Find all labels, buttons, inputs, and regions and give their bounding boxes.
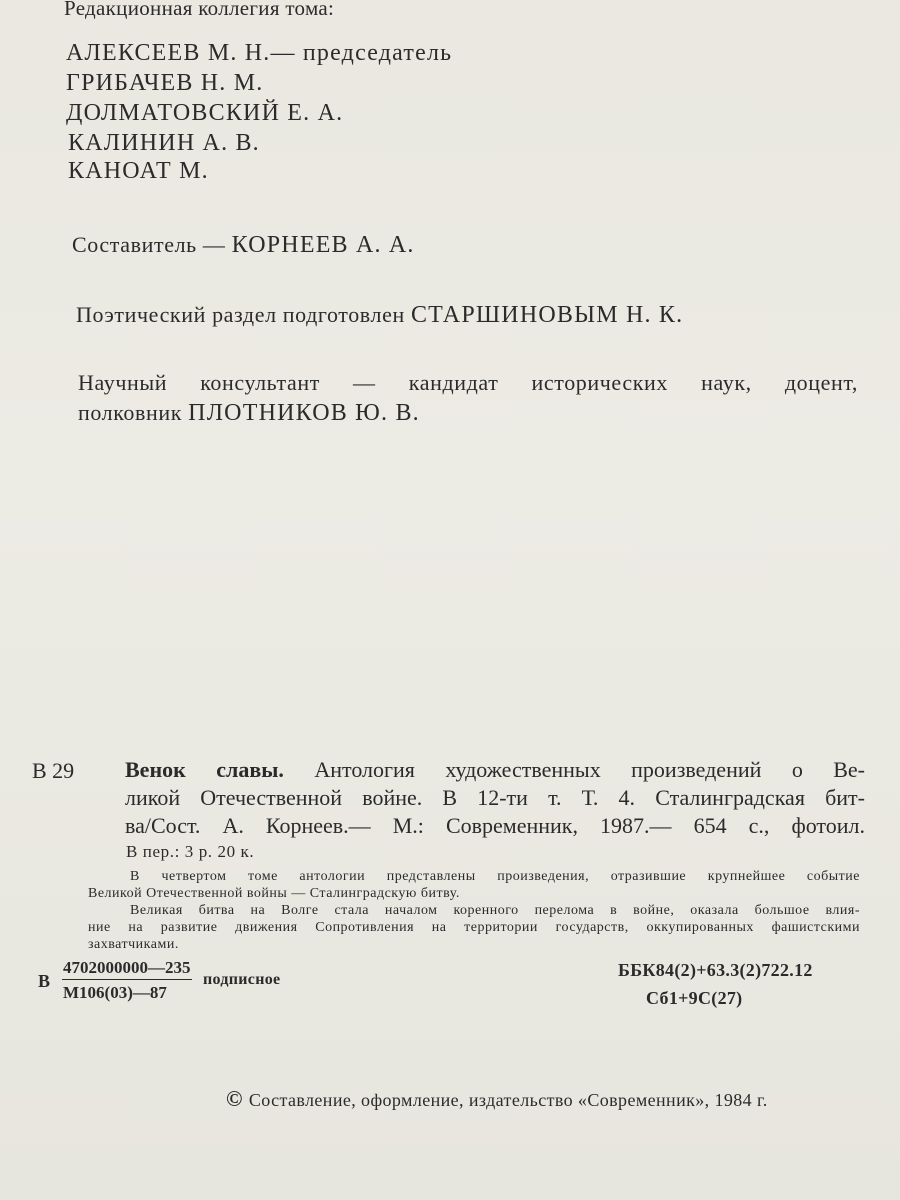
annotation-line: В четвертом томе антологии представлены произведения, отразившие крупнейшее событие <box>130 869 860 884</box>
board-member: ДОЛМАТОВСКИЙ Е. А. <box>66 100 344 126</box>
annotation-line: ние на развитие движения Сопротивления на территории государств, оккупированных фашистскими <box>88 920 860 935</box>
poetry-label: Поэтический раздел подготовлен <box>76 302 405 327</box>
board-member: КАЛИНИН А. В. <box>68 130 260 156</box>
copyright-text: Составление, оформление, издательство «Современник», 1984 г. <box>248 1090 768 1110</box>
board-member: ГРИБАЧЕВ Н. М. <box>66 70 264 96</box>
annotation-line: захватчиками. <box>88 937 179 952</box>
copyright-line <box>226 1086 768 1112</box>
consultant-name: ПЛОТНИКОВ Ю. В. <box>188 400 420 426</box>
consultant-rank: полковник <box>78 400 183 425</box>
editorial-board-title: Редакционная коллегия тома: <box>64 0 335 20</box>
copyright-icon: © <box>226 1086 243 1111</box>
catalog-line-2: ликой Отечественной войне. В 12-ти т. Т. 4. Сталинградская бит- <box>125 785 865 810</box>
catalog-index: В 29 <box>32 758 75 783</box>
book-title: Венок славы. <box>125 757 284 782</box>
code-numerator: 4702000000—235 <box>62 958 192 980</box>
annotation-line: Великой Отечественной войны — Сталинградскую битву. <box>88 886 460 901</box>
publication-code-fraction <box>62 958 192 1003</box>
consultant-line-2 <box>78 400 420 427</box>
board-member: КАНОАТ М. <box>68 158 209 184</box>
bbk-code: ББК84(2)+63.3(2)722.12 <box>618 960 813 980</box>
consultant-line-1: Научный консультант — кандидат исторических наук, доцент, <box>78 370 858 395</box>
catalog-entry <box>125 756 865 840</box>
compiler-line <box>72 232 415 259</box>
code-denominator: М106(03)—87 <box>63 983 167 1002</box>
bbk-code-secondary: Сб1+9С(27) <box>646 988 743 1008</box>
annotation <box>88 868 860 953</box>
poetry-editor-name: СТАРШИНОВЫМ Н. К. <box>410 302 684 328</box>
catalog-line-3: ва/Сост. А. Корнеев.— М.: Современник, 1987.— 654 с., фотоил. <box>125 813 865 838</box>
board-member-chair: АЛЕКСЕЕВ М. Н.— председатель <box>66 40 453 66</box>
annotation-line: Великая битва на Волге стала началом коренного перелома в войне, оказала большое влия- <box>130 903 860 918</box>
catalog-line-1-rest: Антология художественных произведений о Ве- <box>314 757 866 782</box>
compiler-label: Составитель — <box>72 232 226 257</box>
code-prefix: В <box>38 971 51 991</box>
compiler-name: КОРНЕЕВ А. А. <box>231 232 415 258</box>
poetry-section-line <box>76 302 683 329</box>
subscription-note: подписное <box>203 971 281 988</box>
catalog-line-1 <box>125 756 865 784</box>
price-line: В пер.: 3 р. 20 к. <box>126 842 255 861</box>
